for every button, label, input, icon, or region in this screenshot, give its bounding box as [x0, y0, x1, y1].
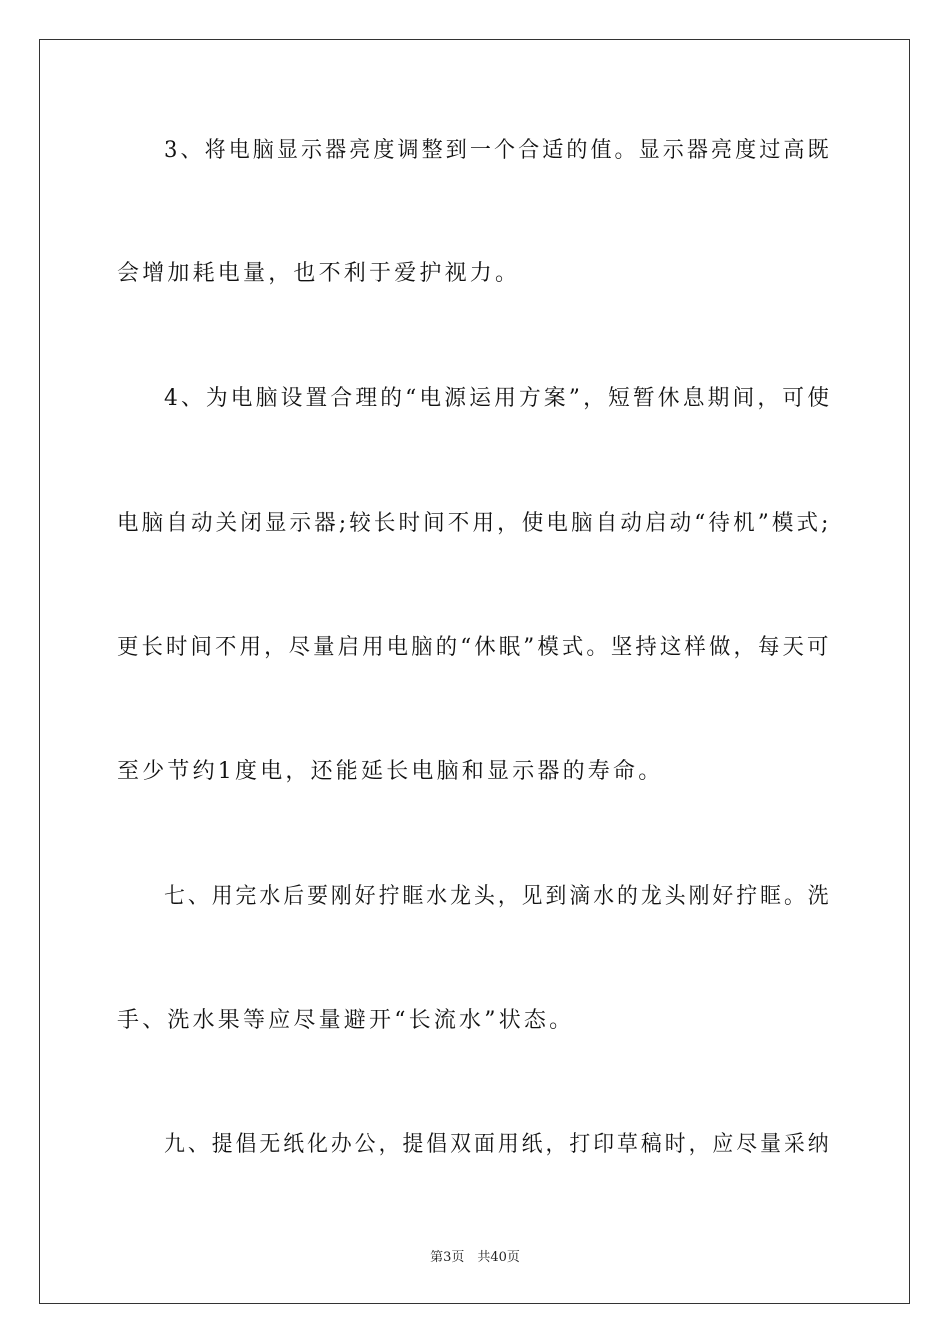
page-number-footer: 第3页 共40页 — [430, 1250, 520, 1265]
page-border — [39, 39, 910, 1304]
paragraph-line: 电脑自动关闭显示器;较长时间不用，使电脑自动启动“待机”模式; — [117, 511, 832, 536]
paragraph-line: 3、将电脑显示器亮度调整到一个合适的值。显示器亮度过高既 — [164, 138, 832, 163]
paragraph-line: 九、提倡无纸化办公，提倡双面用纸，打印草稿时，应尽量采纳 — [164, 1132, 832, 1157]
paragraph-line: 至少节约1度电，还能延长电脑和显示器的寿命。 — [117, 759, 664, 784]
paragraph-line: 手、洗水果等应尽量避开“长流水”状态。 — [117, 1008, 575, 1033]
paragraph-line: 七、用完水后要刚好拧眶水龙头，见到滴水的龙头刚好拧眶。洗 — [164, 884, 832, 909]
paragraph-line: 4、为电脑设置合理的“电源运用方案”，短暂休息期间，可使 — [164, 386, 833, 411]
paragraph-line: 更长时间不用，尽量启用电脑的“休眠”模式。坚持这样做，每天可 — [117, 635, 832, 660]
paragraph-line: 会增加耗电量，也不利于爱护视力。 — [117, 261, 521, 286]
